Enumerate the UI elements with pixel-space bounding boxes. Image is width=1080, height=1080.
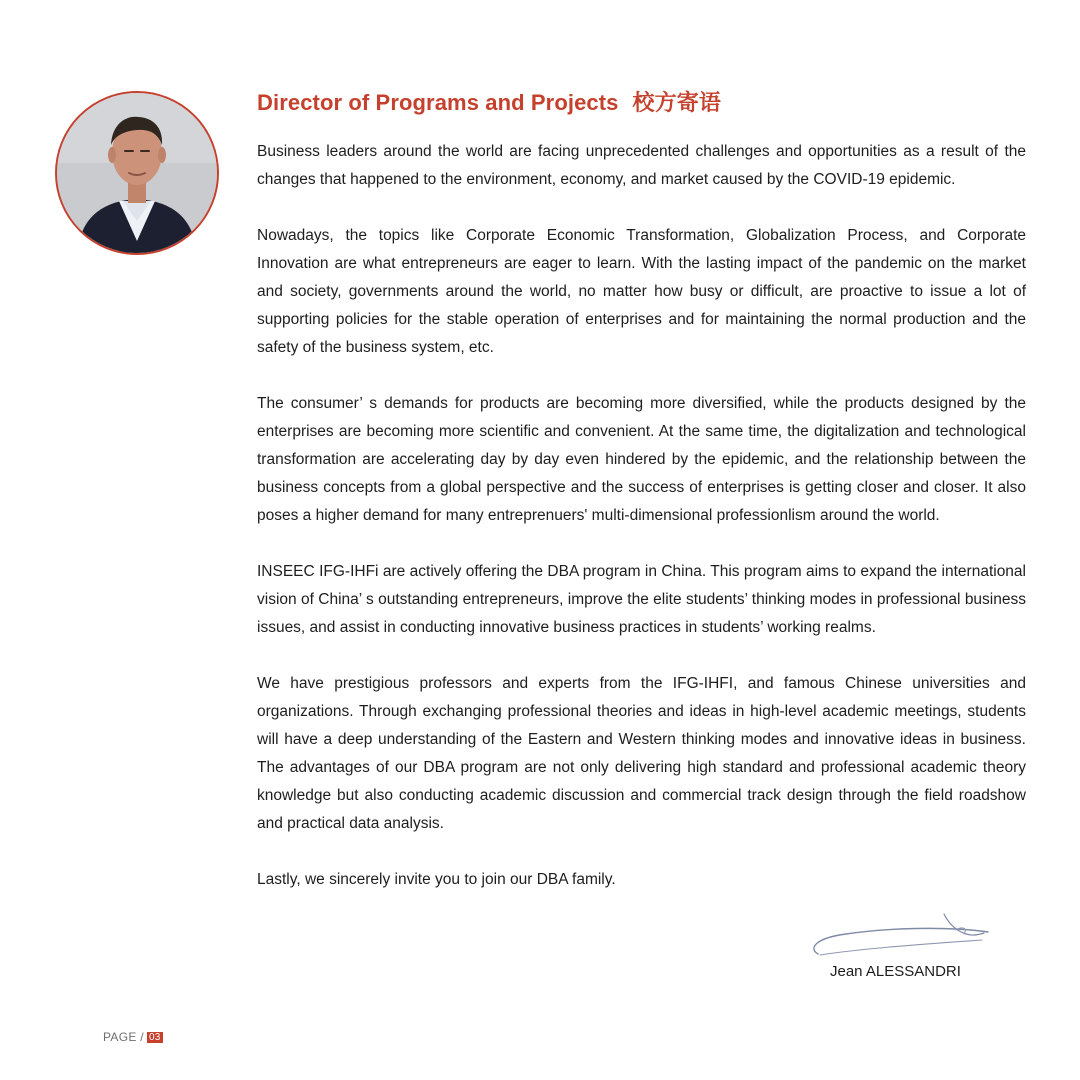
paragraph-2: Nowadays, the topics like Corporate Economic Transformation, Globalization Process, and Corporate Innovation are what entrepreneurs are eager to learn. With the lasting impact of the pandemic on the market and society, governments around the world, no matter how busy or difficult, are proactive to issue a lot of supporting policies for the stable operation of enterprises and for maintaining the normal production and the safety of the business system, etc. [257, 227, 1026, 356]
paragraph-4: INSEEC IFG-IHFi are actively offering the DBA program in China. This program aims to expand the international vision of China’ s outstanding entrepreneurs, improve the elite students’ thinking modes in professional business issues, and assist in conducting innovative business practices in students’ working realms. [257, 563, 1026, 636]
page-title [257, 86, 721, 117]
page-number-badge: 03 [148, 1032, 161, 1043]
paragraph-1: Business leaders around the world are facing unprecedented challenges and opportunities as a result of the changes that happened to the environment, economy, and market caused by the COVID-19 epidemic. [257, 143, 1026, 188]
title-cn: 校方寄语 [632, 90, 721, 115]
portrait-photo [55, 91, 219, 255]
paragraph-6: Lastly, we sincerely invite you to join our DBA family. [257, 871, 616, 888]
paragraph-3: The consumer’ s demands for products are becoming more diversified, while the products designed by the enterprises are becoming more scientific and convenient. At the same time, the digitalization and technological transformation are accelerating day by day even hindered by the epidemic, and the relationship between the business concepts from a global perspective and the success of enterprises is getting closer and closer. It also poses a higher demand for many entreprenuers' multi-dimensional professionlism around the world. [257, 395, 1026, 524]
page-number [103, 1030, 163, 1044]
paragraph-5: We have prestigious professors and experts from the IFG-IHFI, and famous Chinese universities and organizations. Through exchanging professional theories and ideas in high-level academic meetings, students will have a deep understanding of the Eastern and Western thinking modes and innovative ideas in business. The advantages of our DBA program are not only delivering high standard and professional academic theory knowledge but also conducting academic discussion and commercial track design through the field roadshow and practical data analysis. [257, 675, 1026, 832]
page-label: PAGE / [103, 1030, 144, 1044]
title-en: Director of Programs and Projects [257, 90, 619, 115]
handwritten-signature [806, 908, 996, 966]
signer-name: Jean ALESSANDRI [830, 963, 961, 980]
letter-body [257, 138, 1026, 922]
